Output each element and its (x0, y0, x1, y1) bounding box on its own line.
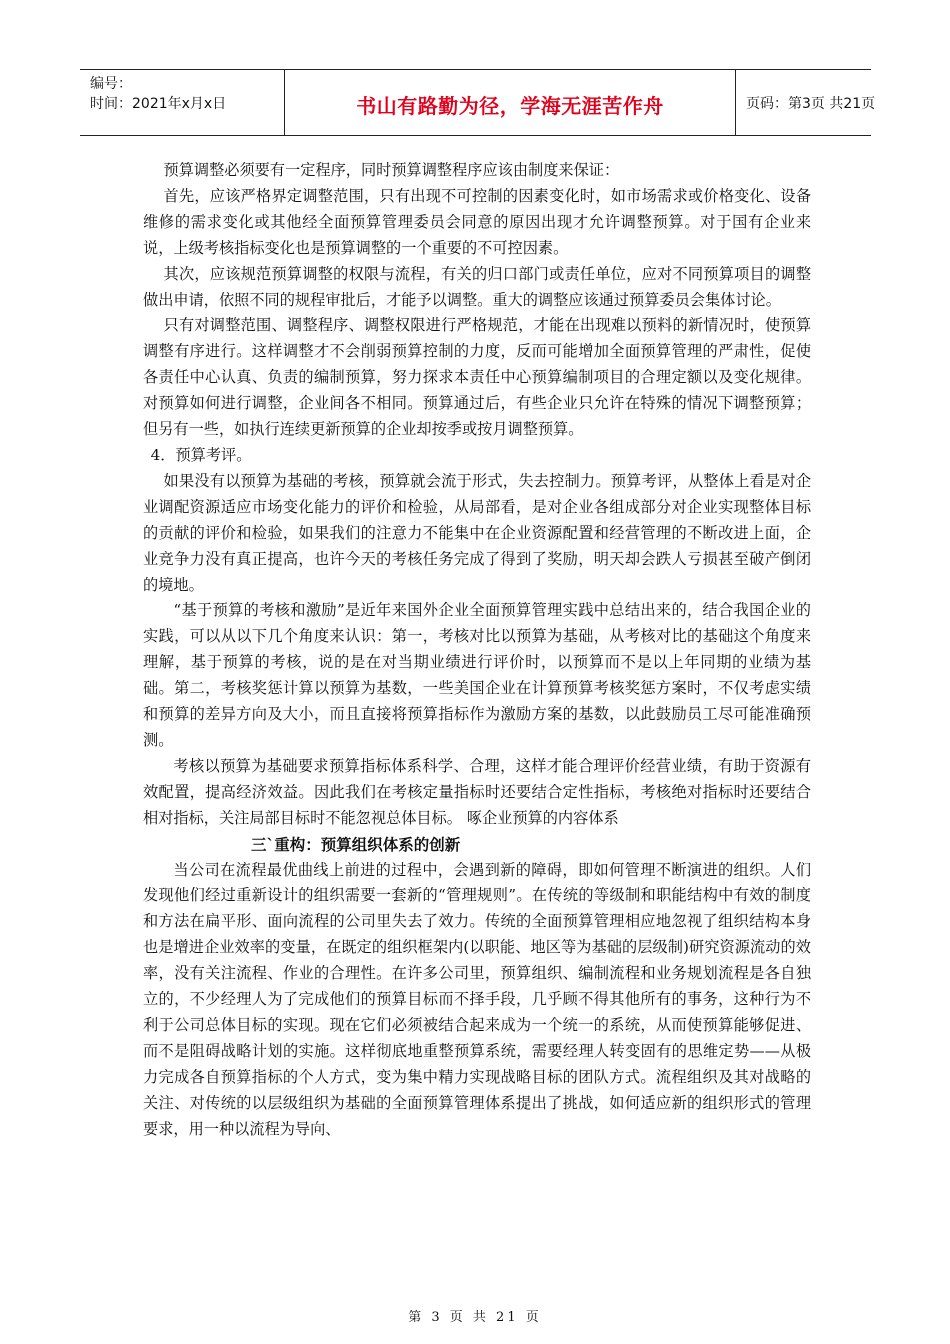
section-item-title: 4．预算考评。 (150, 445, 252, 464)
page-footer: 第 3 页 共 21 页 (408, 1310, 542, 1325)
paragraph: 考核以预算为基础要求预算指标体系科学、合理，这样才能合理评价经营业绩，有助于资源有效配置，提高经济效益。因此我们在考核定量指标时还要结合定性指标，考核绝对指标时还要结合相对指标，关注局部目标时不能忽视总体目标。 啄企业预算的内容体系 (143, 756, 811, 827)
paragraph: 只有对调整范围、调整程序、调整权限进行严格规范，才能在出现难以预料的新情况时，使预算调整有序进行。这样调整才不会削弱预算控制的力度，反而可能增加全面预算管理的严肃性，促使各责任中心认真、负责的编制预算，努力探求本责任中心预算编制项目的合理定额以及变化规律。对预算如何进行调整，企业间各不相同。预算通过后，有些企业只允许在特殊的情况下调整预算；但另有一些，如执行连续更新预算的企业却按季或按月调整预算。 (143, 316, 811, 439)
paragraph: 如果没有以预算为基础的考核，预算就会流于形式，失去控制力。预算考评，从整体上看是对企业调配资源适应市场变化能力的评价和检验，从局部看，是对企业各组成部分对企业实现整体目标的贡献的评价和检验，如果我们的注意力不能集中在企业资源配置和经营管理的不断改进上面，企业竞争力没有真正提高，也许今天的考核任务完成了得到了奖励，明天却会跌人亏损甚至破产倒闭的境地。 (143, 471, 811, 594)
header-motto-cell (284, 70, 736, 135)
paragraph: 当公司在流程最优曲线上前进的过程中，会遇到新的障碍，即如何管理不断演进的组织。人们发现他们经过重新设计的组织需要一套新的“管理规则”。在传统的等级制和职能结构中有效的制度和方法在扁平形、面向流程的公司里失去了效力。传统的全面预算管理相应地忽视了组织结构本身也是增进企业效率的变量，在既定的组织框架内(以职能、地区等为基础的层级制)研究资源流动的效率，没有关注流程、作业的合理性。在许多公司里，预算组织、编制流程和业务规划流程是各自独立的，不少经理人为了完成他们的预算目标而不择手段，几乎顾不得其他所有的事务，这种行为不利于公司总体目标的实现。现在它们必须被结合起来成为一个统一的系统，从而使预算能够促进、而不是阻碍战略计划的实施。这样彻底地重整预算系统，需要经理人转变固有的思维定势——从极力完成各自预算指标的个人方式，变为集中精力实现战略目标的团队方式。流程组织及其对战略的关注、对传统的以层级组织为基础的全面预算管理体系提出了挑战，如何适应新的组织形式的管理要求，用一种以流程为导向、 (143, 860, 811, 1138)
document-code-label: 编号： (90, 76, 132, 92)
section-heading: 三`重构：预算组织体系的创新 (251, 835, 461, 854)
paragraph: “基于预算的考核和激励”是近年来国外企业全面预算管理实践中总结出来的，结合我国企业的实践，可以从以下几个角度来认识：第一，考核对比以预算为基础，从考核对比的基础这个角度来理解，基于预算的考核，说的是在对当期业绩进行评价时，以预算而不是以上年同期的业绩为基础。第二，考核奖惩计算以预算为基数，一些美国企业在计算预算考核奖惩方案时，不仅考虑实绩和预算的差异方向及大小，而且直接将预算指标作为激励方案的基数，以此鼓励员工尽可能准确预测。 (143, 601, 811, 749)
document-body (143, 158, 811, 1143)
header-motto: 书山有路勤为径，学海无涯苦作舟 (356, 94, 664, 118)
paragraph: 预算调整必须要有一定程序，同时预算调整程序应该由制度来保证： (163, 161, 620, 179)
paragraph: 首先，应该严格界定调整范围，只有出现不可控制的因素变化时，如市场需求或价格变化、设备维修的需求变化或其他经全面预算管理委员会同意的原因出现才允许调整预算。对于国有企业来说，上级考核指标变化也是预算调整的一个重要的不可控因素。 (143, 186, 811, 257)
document-header (80, 69, 876, 136)
header-info-cell (80, 70, 284, 135)
header-page-number: 页码：第3页 共21页 (746, 96, 876, 112)
header-page-cell (736, 70, 876, 135)
document-date-label: 时间：2021年x月x日 (90, 96, 227, 112)
paragraph: 其次，应该规范预算调整的权限与流程，有关的归口部门或责任单位，应对不同预算项目的调整做出申请，依照不同的规程审批后，才能予以调整。重大的调整应该通过预算委员会集体讨论。 (143, 264, 811, 309)
